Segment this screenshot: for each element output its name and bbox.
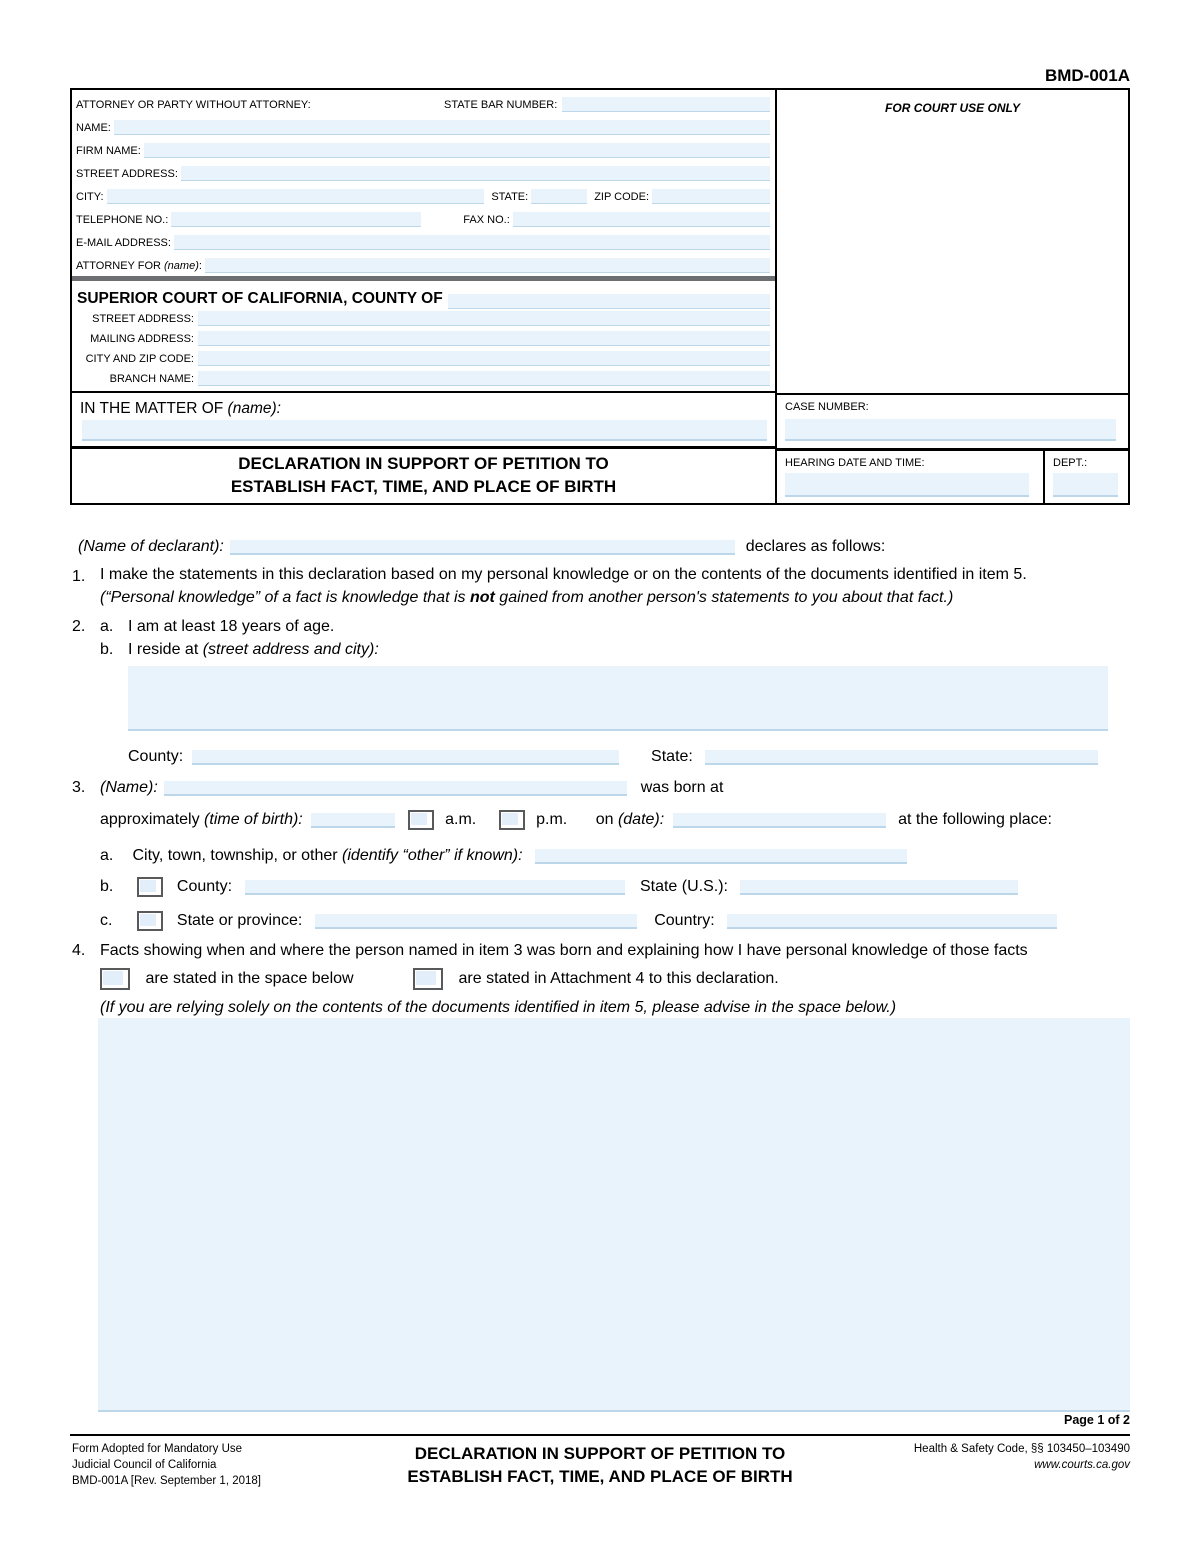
attorney-row-3	[76, 138, 770, 161]
state-label: STATE:	[491, 191, 529, 203]
city-label: CITY:	[76, 191, 104, 203]
form-code: BMD-001A	[1044, 66, 1130, 85]
firm-name-input[interactable]	[144, 143, 770, 158]
matter-label: IN THE MATTER OF (name):	[80, 400, 281, 417]
birth-name-input[interactable]	[164, 781, 627, 796]
item3-number: 3.	[72, 779, 86, 796]
attorney-name-input[interactable]	[114, 120, 770, 135]
court-mailing-row	[74, 329, 770, 349]
born-at-text: was born at	[640, 779, 724, 796]
item2b-letter: b.	[100, 641, 114, 658]
item4-line1: Facts showing when and where the person named in item 3 was born and explaining how I have personal knowledge of those facts	[100, 942, 1028, 959]
court-section	[72, 281, 775, 391]
state-province-checkbox-fill	[140, 914, 156, 926]
item4-number: 4.	[72, 942, 86, 959]
item3b-row	[100, 877, 1018, 897]
superior-court-label: SUPERIOR COURT OF CALIFORNIA, COUNTY OF	[77, 290, 443, 307]
county-of-input[interactable]	[448, 294, 770, 309]
attorney-section	[72, 90, 775, 276]
declarant-label: (Name of declarant):	[78, 538, 224, 555]
item1-line2: (“Personal knowledge” of a fact is knowledge that is not gained from another person's statements to you about that fact.)	[100, 589, 954, 606]
attorney-row-2	[76, 115, 770, 138]
item3a-letter: a.	[100, 847, 114, 864]
state-bar-input[interactable]	[562, 97, 770, 112]
following-place-text: at the following place:	[898, 811, 1052, 829]
item3-name-label: (Name):	[100, 779, 158, 796]
facts-attachment-checkbox[interactable]	[413, 968, 443, 990]
court-city-zip-label: CITY AND ZIP CODE:	[85, 353, 194, 365]
attorney-for-label: ATTORNEY FOR (name):	[76, 260, 202, 272]
reside-state-label: State:	[651, 748, 693, 765]
attorney-for-input[interactable]	[205, 258, 770, 273]
item3a-text: City, town, township, or other	[132, 847, 343, 864]
header-left-column	[72, 90, 777, 503]
item1-line1: I make the statements in this declaration based on my personal knowledge or on the contents of the documents identified in item 5.	[100, 566, 1027, 583]
hearing-label: HEARING DATE AND TIME:	[785, 457, 925, 469]
footer-title-line1: DECLARATION IN SUPPORT OF PETITION TO	[414, 1444, 786, 1463]
court-branch-label: BRANCH NAME:	[109, 373, 194, 385]
facts-below-checkbox-fill	[103, 971, 123, 985]
court-street-label: STREET ADDRESS:	[92, 313, 194, 325]
attorney-row-4	[76, 161, 770, 184]
date-label: (date):	[617, 811, 665, 829]
footer-title	[300, 1443, 900, 1489]
item3b-state-label: State (U.S.):	[639, 878, 728, 896]
facts-below-label: are stated in the space below	[145, 970, 354, 988]
item3c-row	[100, 911, 1057, 931]
telephone-input[interactable]	[171, 212, 421, 227]
dept-cell	[1045, 451, 1128, 503]
footer-right	[914, 1441, 1130, 1473]
item1-number: 1.	[72, 568, 86, 585]
pm-label: p.m.	[536, 811, 568, 829]
facts-attachment-label: are stated in Attachment 4 to this declaration.	[458, 970, 779, 988]
court-street-input[interactable]	[198, 311, 770, 326]
item2-number: 2.	[72, 618, 86, 635]
item3c-state-label: State or province:	[176, 912, 303, 930]
item2a-letter: a.	[100, 618, 114, 635]
am-checkbox-fill	[411, 813, 427, 825]
facts-attachment-checkbox-fill	[416, 971, 436, 985]
city-town-input[interactable]	[535, 849, 907, 864]
footer-left-line3: BMD-001A [Rev. September 1, 2018]	[72, 1475, 261, 1488]
declarant-name-input[interactable]	[230, 540, 735, 555]
attorney-party-label: ATTORNEY OR PARTY WITHOUT ATTORNEY:	[76, 99, 311, 111]
page-number: Page 1 of 2	[1064, 1413, 1130, 1427]
court-use-box	[777, 90, 1128, 393]
item3a-row	[100, 847, 907, 865]
court-city-zip-input[interactable]	[198, 351, 770, 366]
state-bar-label: STATE BAR NUMBER:	[444, 99, 558, 111]
reside-county-input[interactable]	[192, 750, 619, 765]
zip-label: ZIP CODE:	[594, 191, 649, 203]
pm-checkbox[interactable]	[499, 810, 525, 830]
form-title	[72, 446, 775, 503]
attorney-row-5	[76, 184, 770, 207]
firm-name-label: FIRM NAME:	[76, 145, 141, 157]
item3a-italic: (identify “other” if known):	[342, 847, 523, 864]
footer-code-ref: Health & Safety Code, §§ 103450–103490	[913, 1443, 1130, 1455]
footer-title-line2: ESTABLISH FACT, TIME, AND PLACE OF BIRTH	[407, 1466, 793, 1486]
birth-time-input[interactable]	[311, 813, 395, 828]
footer-left-line1: Form Adopted for Mandatory Use	[72, 1443, 243, 1455]
state-province-checkbox[interactable]	[137, 911, 163, 931]
declares-text: declares as follows:	[745, 538, 886, 555]
dept-input[interactable]	[1053, 473, 1118, 497]
reside-county-label: County:	[128, 748, 184, 765]
telephone-label: TELEPHONE NO.:	[76, 214, 169, 226]
reside-address-textarea[interactable]	[128, 666, 1108, 731]
court-branch-input[interactable]	[198, 371, 770, 386]
reside-county-state-row	[128, 748, 1098, 766]
fax-label: FAX NO.:	[463, 214, 510, 226]
item2b-text: I reside at (street address and city):	[128, 641, 379, 658]
court-branch-row	[74, 369, 770, 389]
on-text: on	[595, 811, 618, 829]
attorney-zip-input[interactable]	[652, 189, 770, 204]
item3-time-row	[100, 810, 1052, 830]
county-checkbox[interactable]	[137, 877, 163, 897]
matter-name-input[interactable]	[82, 420, 767, 441]
item4-note: (If you are relying solely on the contents of the documents identified in item 5, please advise in the space below.)	[100, 999, 897, 1016]
footer-left	[72, 1441, 261, 1489]
header-right-column	[777, 90, 1128, 503]
superior-court-row	[74, 282, 770, 309]
court-city-zip-row	[74, 349, 770, 369]
facts-below-checkbox[interactable]	[100, 968, 130, 990]
attorney-row-6	[76, 207, 770, 230]
form-title-line2: ESTABLISH FACT, TIME, AND PLACE OF BIRTH	[230, 477, 617, 496]
country-input[interactable]	[727, 914, 1057, 929]
case-number-input[interactable]	[785, 419, 1116, 441]
attorney-row-8	[76, 253, 770, 276]
attorney-row-1	[76, 92, 770, 115]
footer-left-line2: Judicial Council of California	[72, 1459, 217, 1472]
reside-state-input[interactable]	[705, 750, 1098, 765]
email-input[interactable]	[174, 235, 770, 250]
birth-state-us-input[interactable]	[740, 880, 1018, 895]
hearing-cell	[777, 451, 1045, 503]
item3b-letter: b.	[100, 878, 114, 896]
approximately-text: approximately	[100, 811, 205, 829]
item3-name-row	[100, 779, 723, 797]
attorney-city-input[interactable]	[107, 189, 485, 204]
state-province-input[interactable]	[315, 914, 637, 929]
court-use-label: FOR COURT USE ONLY	[885, 101, 1020, 115]
item3c-country-label: Country:	[654, 912, 715, 930]
county-checkbox-fill	[140, 880, 156, 892]
pm-checkbox-fill	[502, 813, 518, 825]
court-mailing-input[interactable]	[198, 331, 770, 346]
form-title-line1: DECLARATION IN SUPPORT OF PETITION TO	[238, 454, 609, 474]
declarant-line	[78, 538, 885, 556]
attorney-state-input[interactable]	[531, 189, 587, 204]
court-street-row	[74, 309, 770, 329]
matter-row	[72, 391, 775, 446]
case-number-cell	[777, 393, 1128, 448]
dept-label: DEPT.:	[1053, 457, 1088, 469]
time-of-birth-label: (time of birth):	[204, 811, 303, 829]
fax-input[interactable]	[513, 212, 770, 227]
am-checkbox[interactable]	[408, 810, 434, 830]
name-label: NAME:	[76, 122, 111, 134]
birth-date-input[interactable]	[673, 813, 886, 828]
hearing-input[interactable]	[785, 473, 1029, 497]
item4-checkbox-row	[100, 968, 779, 990]
email-label: E-MAIL ADDRESS:	[76, 237, 171, 249]
case-number-label: CASE NUMBER:	[785, 401, 869, 413]
footer-url: www.courts.ca.gov	[1034, 1459, 1130, 1472]
header-box	[70, 88, 1130, 505]
facts-textarea[interactable]	[98, 1018, 1130, 1412]
attorney-street-input[interactable]	[181, 166, 770, 181]
attorney-street-label: STREET ADDRESS:	[76, 168, 178, 180]
attorney-row-7	[76, 230, 770, 253]
item3c-letter: c.	[100, 912, 113, 930]
item3b-county-label: County:	[176, 878, 233, 896]
footer-divider	[70, 1434, 1130, 1436]
am-label: a.m.	[445, 811, 477, 829]
hearing-dept-row	[777, 448, 1128, 503]
item2a-text: I am at least 18 years of age.	[128, 618, 335, 635]
birth-county-input[interactable]	[245, 880, 625, 895]
court-mailing-label: MAILING ADDRESS:	[90, 333, 194, 345]
